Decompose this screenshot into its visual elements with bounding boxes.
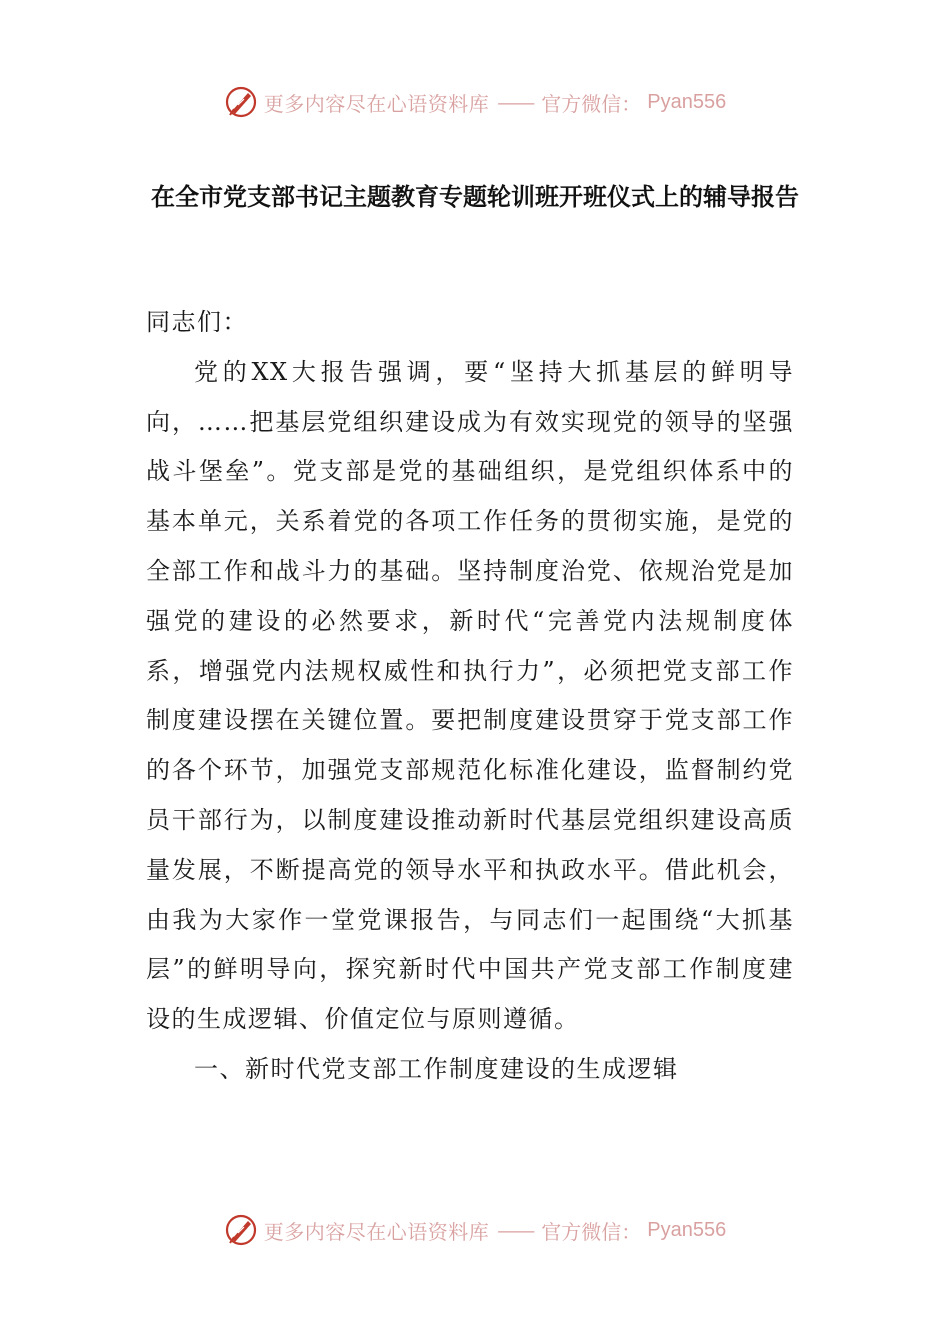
banner-wechat-label: 官方微信： (541, 91, 642, 116)
banner-dash: —— (497, 1218, 534, 1242)
header-banner (0, 82, 950, 122)
salutation: 同志们： (146, 308, 248, 336)
banner-text: 更多内容尽在心语资料库 (263, 1219, 490, 1244)
quill-pen-logo-icon (224, 85, 258, 119)
banner-text: 更多内容尽在心语资料库 (263, 91, 490, 116)
document-body (146, 298, 794, 1095)
document-title: 在全市党支部书记主题教育专题轮训班开班仪式上的辅导报告 (151, 183, 799, 211)
banner-wechat-handle: Pyan556 (647, 90, 727, 113)
banner-wechat-label: 官方微信： (541, 1219, 642, 1244)
footer-banner (0, 1210, 950, 1250)
section-heading: 一、新时代党支部工作制度建设的生成逻辑 (194, 1054, 679, 1083)
quill-pen-logo-icon (224, 1213, 258, 1247)
paragraph: 党的XX大报告强调，要“坚持大抓基层的鲜明导向，……把基层党组织建设成为有效实现党的领导的坚强战斗堡垒”。党支部是党的基础组织，是党组织体系中的基本单元，关系着党的各项工作任务的贯彻实施，是党的全部工作和战斗力的基础。坚持制度治党、依规治党是加强党的建设的必然要求，新时代“完善党内法规制度体系，增强党内法规权威性和执行力”，必须把党支部工作制度建设摆在关键位置。要把制度建设贯穿于党支部工作的各个环节，加强党支部规范化标准化建设，监督制约党员干部行为，以制度建设推动新时代基层党组织建设高质量发展，不断提高党的领导水平和执政水平。借此机会，由我为大家作一堂党课报告，与同志们一起围绕“大抓基层”的鲜明导向，探究新时代中国共产党支部工作制度建设的生成逻辑、价值定位与原则遵循。 (146, 357, 794, 1034)
banner-dash: —— (497, 90, 534, 114)
banner-wechat-handle: Pyan556 (647, 1218, 727, 1241)
